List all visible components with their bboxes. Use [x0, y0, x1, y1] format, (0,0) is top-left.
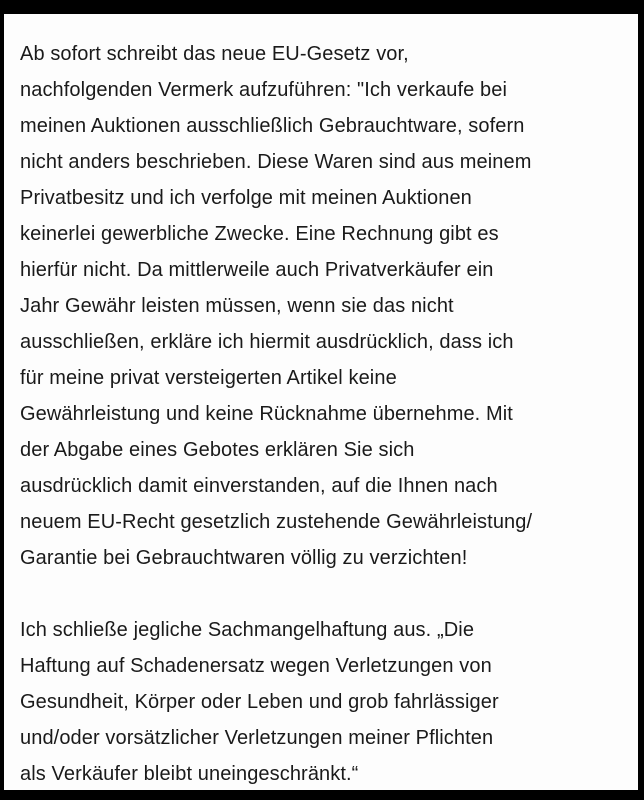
paragraph-liability: Ich schließe jegliche Sachmangelhaftung aus. „Die Haftung auf Schadenersatz wegen Verletzungen von Gesundheit, Körper oder Leben und grob fahrlässiger und/oder vorsätzlicher Verletzungen meiner Pflichten als Verkäufer bleibt uneingeschränkt.“ [20, 619, 499, 785]
paragraph-disclaimer: Ab sofort schreibt das neue EU-Gesetz vor, nachfolgenden Vermerk aufzuführen: "Ich verkaufe bei meinen Auktionen ausschließlich Gebrauchtware, sofern nicht anders beschrieben. Diese Waren sind aus meinem Privatbesitz und ich verfolge mit meinen Auktionen keinerlei gewerbliche Zwecke. Eine Rechnung gibt es hierfür nicht. Da mittlerweile auch Privatverkäufer ein Jahr Gewähr leisten müssen, wenn sie das nicht ausschließen, erkläre ich hiermit ausdrücklich, dass ich für meine privat versteigerten Artikel keine Gewährleistung und keine Rücknahme übernehme. Mit der Abgabe eines Gebotes erklären Sie sich ausdrücklich damit einverstanden, auf die Ihnen nach neuem EU-Recht gesetzlich zustehende Gewährleistung/ Garantie bei Gebrauchtwaren völlig zu verzichten! [20, 43, 533, 569]
text-card [4, 14, 638, 790]
